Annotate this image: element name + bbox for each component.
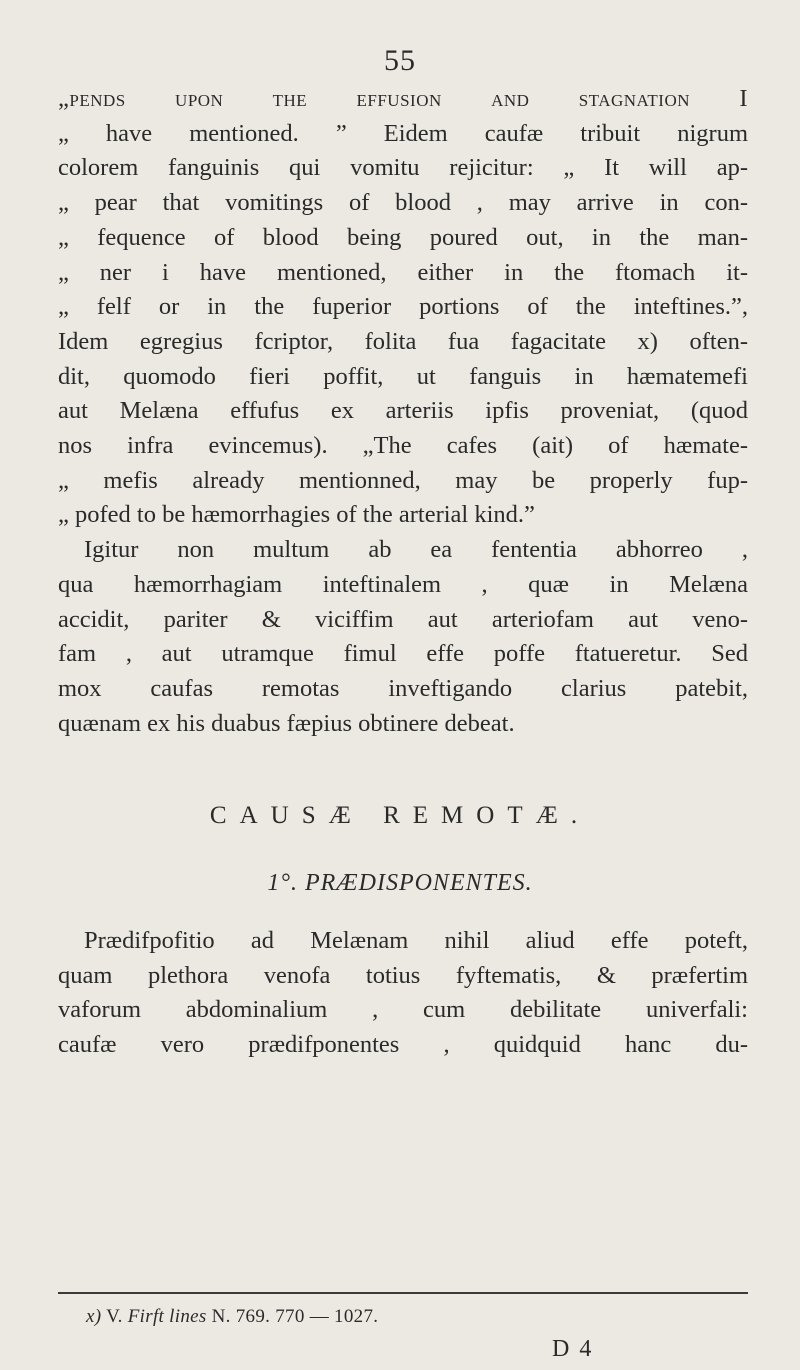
text-line: „ pofed to be hæmorrhagies of the arterial kind.” xyxy=(58,501,535,529)
text-line: Idem egregius fcriptor, folita fua fagacitate x) often- xyxy=(58,327,748,355)
text-line: vaforum abdominalium , cum debilitate univerfali: xyxy=(58,996,748,1024)
text-line: dit, quomodo fieri poffit, ut fanguis in hæmatemefi xyxy=(58,362,748,390)
page-number: 55 xyxy=(384,44,416,77)
subsection-heading: 1°. PRÆDISPONENTES. xyxy=(267,870,533,896)
text-line: quænam ex his duabus fæpius obtinere debeat. xyxy=(58,709,515,737)
text-line: aut Melæna effufus ex arteriis ipfis proveniat, (quod xyxy=(58,397,748,425)
footnote xyxy=(86,1306,378,1328)
footnote-reference: N. 769. 770 — 1027. xyxy=(211,1306,379,1327)
text-line: „pends upon the effusion and stagnation I xyxy=(58,85,748,112)
text-line: „ have mentioned. ” Eidem caufæ tribuit nigrum xyxy=(58,119,748,147)
text-line: Prædifpofitio ad Melænam nihil aliud effe poteft, xyxy=(84,927,748,954)
text-line: fam , aut utramque fimul effe poffe ftatueretur. Sed xyxy=(58,640,748,668)
text-line: qua hæmorrhagiam inteftinalem , quæ in Melæna xyxy=(58,570,748,598)
text-line: „ mefis already mentionned, may be properly fup- xyxy=(58,466,748,494)
text-line: „ felf or in the fuperior portions of the inteftines.”, xyxy=(58,293,748,321)
text-line: „ fequence of blood being poured out, in the man- xyxy=(58,223,748,251)
text-line: Igitur non multum ab ea fententia abhorreo , xyxy=(84,536,748,564)
paragraph-1 xyxy=(58,82,748,741)
text-line: „ pear that vomitings of blood , may arrive in con- xyxy=(58,189,748,217)
footnote-rule xyxy=(58,1292,748,1294)
section-heading: CAUSÆ REMOTÆ. xyxy=(209,802,591,829)
footnote-prefix: V. xyxy=(106,1306,123,1327)
text-line: caufæ vero prædifponentes , quidquid hanc du- xyxy=(58,1031,748,1059)
signature-mark: D 4 xyxy=(552,1336,594,1362)
text-line: quam plethora venofa totius fyftematis, & præfertim xyxy=(58,961,748,989)
text-line: accidit, pariter & viciffim aut arteriofam aut veno- xyxy=(58,605,748,633)
text-line: colorem fanguinis qui vomitu rejicitur: „ It will ap- xyxy=(58,154,748,182)
footnote-title: Firft lines xyxy=(127,1306,207,1327)
text-line: „ ner i have mentioned, either in the ftomach it- xyxy=(58,258,748,286)
footnote-marker: x) xyxy=(86,1306,102,1327)
paragraph-2 xyxy=(58,924,748,1063)
text-line: nos infra evincemus). „The cafes (ait) of hæmate- xyxy=(58,432,748,460)
text-line: mox caufas remotas inveftigando clarius patebit, xyxy=(58,674,748,702)
